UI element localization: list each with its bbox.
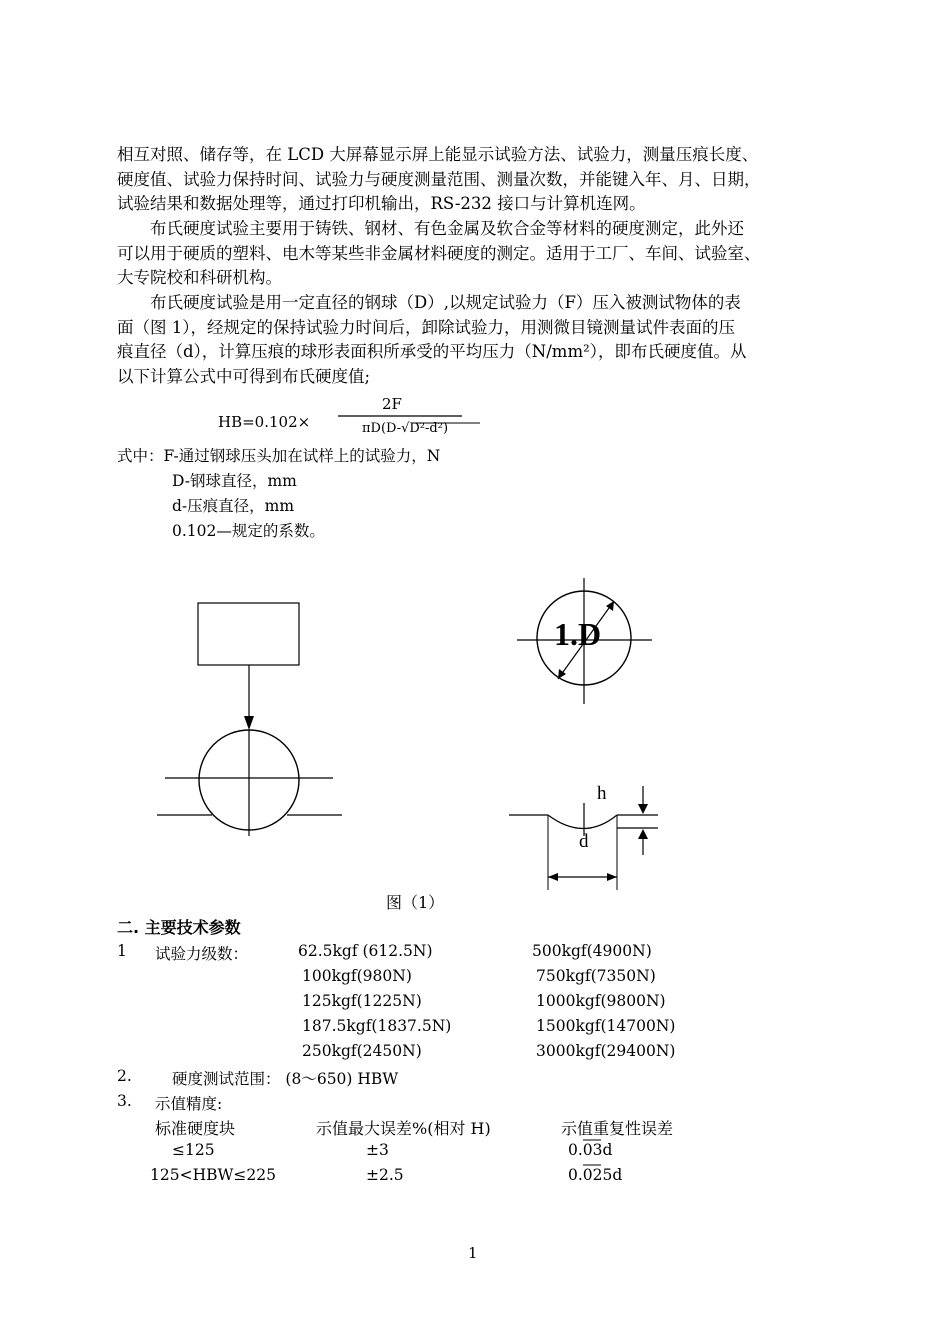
formula-numerator: 2F [382,395,402,413]
formula-lhs: HB=0.102× [218,413,311,431]
figure-caption: 图（1） [386,893,445,912]
text-line: 试验结果和数据处理等，通过打印机输出，RS-232 接口与计算机连网。 [117,194,646,213]
text-line: 相互对照、储存等，在 LCD 大屏幕显示屏上能显示试验方法、试验力，测量压痕长度、 [117,145,759,164]
item2-number: 2. [117,1067,132,1085]
item1-number: 1 [117,942,127,960]
force-left-1: 62.5kgf (612.5N) [298,942,433,960]
indent-diameter-label: d [579,831,589,852]
accuracy-header-repeatability: 示值重复性误差 [561,1119,674,1138]
text-line: 面（图 1），经规定的保持试验力时间后，卸除试验力，用测微目镜测量试件表面的压 [117,317,735,337]
accuracy-row2-block: 125<HBW≤225 [150,1166,276,1184]
definition-coefficient: 0.102—规定的系数。 [172,522,325,540]
text-line: 大专院校和科研机构。 [117,268,282,287]
text-line: 布氏硬度试验是用一定直径的钢球（D）,以规定试验力（F）压入被测试物体的表 [117,293,741,312]
accuracy-row2-repeatability: 0.025d [568,1166,623,1184]
depth-label: h [597,783,607,804]
formula-denominator: πD(D-√D²-d²) [362,421,449,436]
force-left-5: 250kgf(2450N) [302,1042,422,1060]
definition-f: 式中：F-通过钢球压头加在试样上的试验力，N [117,447,441,465]
force-left-2: 100kgf(980N) [302,967,412,985]
item3-number: 3. [117,1092,132,1110]
force-right-2: 750kgf(7350N) [536,967,656,985]
definition-small-d: d-压痕直径，mm [172,497,295,515]
definition-d: D-钢球直径，mm [172,472,297,490]
ball-diameter-label: 1.D [554,616,602,652]
force-right-3: 1000kgf(9800N) [536,992,666,1010]
force-right-4: 1500kgf(14700N) [536,1017,676,1035]
page-number: 1 [468,1244,478,1262]
accuracy-row2-max-error: ±2.5 [366,1166,404,1184]
text-line: 布氏硬度试验主要用于铸铁、钢材、有色金属及软合金等材料的硬度测定，此外还 [117,219,744,238]
section-heading: 二. 主要技术参数 [117,918,241,937]
text-line: 硬度值、试验力保持时间、试验力与硬度测量范围、测量次数，并能键入年、月、日期， [117,169,761,189]
text-line: 以下计算公式中可得到布氏硬度值; [117,366,371,386]
force-left-3: 125kgf(1225N) [302,992,422,1010]
item3-label: 示值精度: [155,1095,223,1113]
accuracy-row1-max-error: ±3 [366,1141,389,1159]
accuracy-row1-repeatability: 0.03d [568,1141,613,1159]
accuracy-header-block: 标准硬度块 [155,1119,236,1138]
text-line: 可以用于硬质的塑料、电木等某些非金属材料硬度的测定。适用于工厂、车间、试验室、 [117,243,761,263]
force-right-5: 3000kgf(29400N) [536,1042,676,1060]
item1-label: 试验力级数： [155,945,249,963]
accuracy-row1-block: ≤125 [172,1141,215,1159]
force-right-1: 500kgf(4900N) [532,942,652,960]
item2-text: 硬度测试范围： (8～650) HBW [172,1070,399,1088]
text-line: 痕直径（d），计算压痕的球形表面积所承受的平均压力（N/mm²），即布氏硬度值。从 [117,342,747,361]
accuracy-header-max-error: 示值最大误差%(相对 H) [316,1119,491,1138]
force-left-4: 187.5kgf(1837.5N) [302,1017,452,1035]
